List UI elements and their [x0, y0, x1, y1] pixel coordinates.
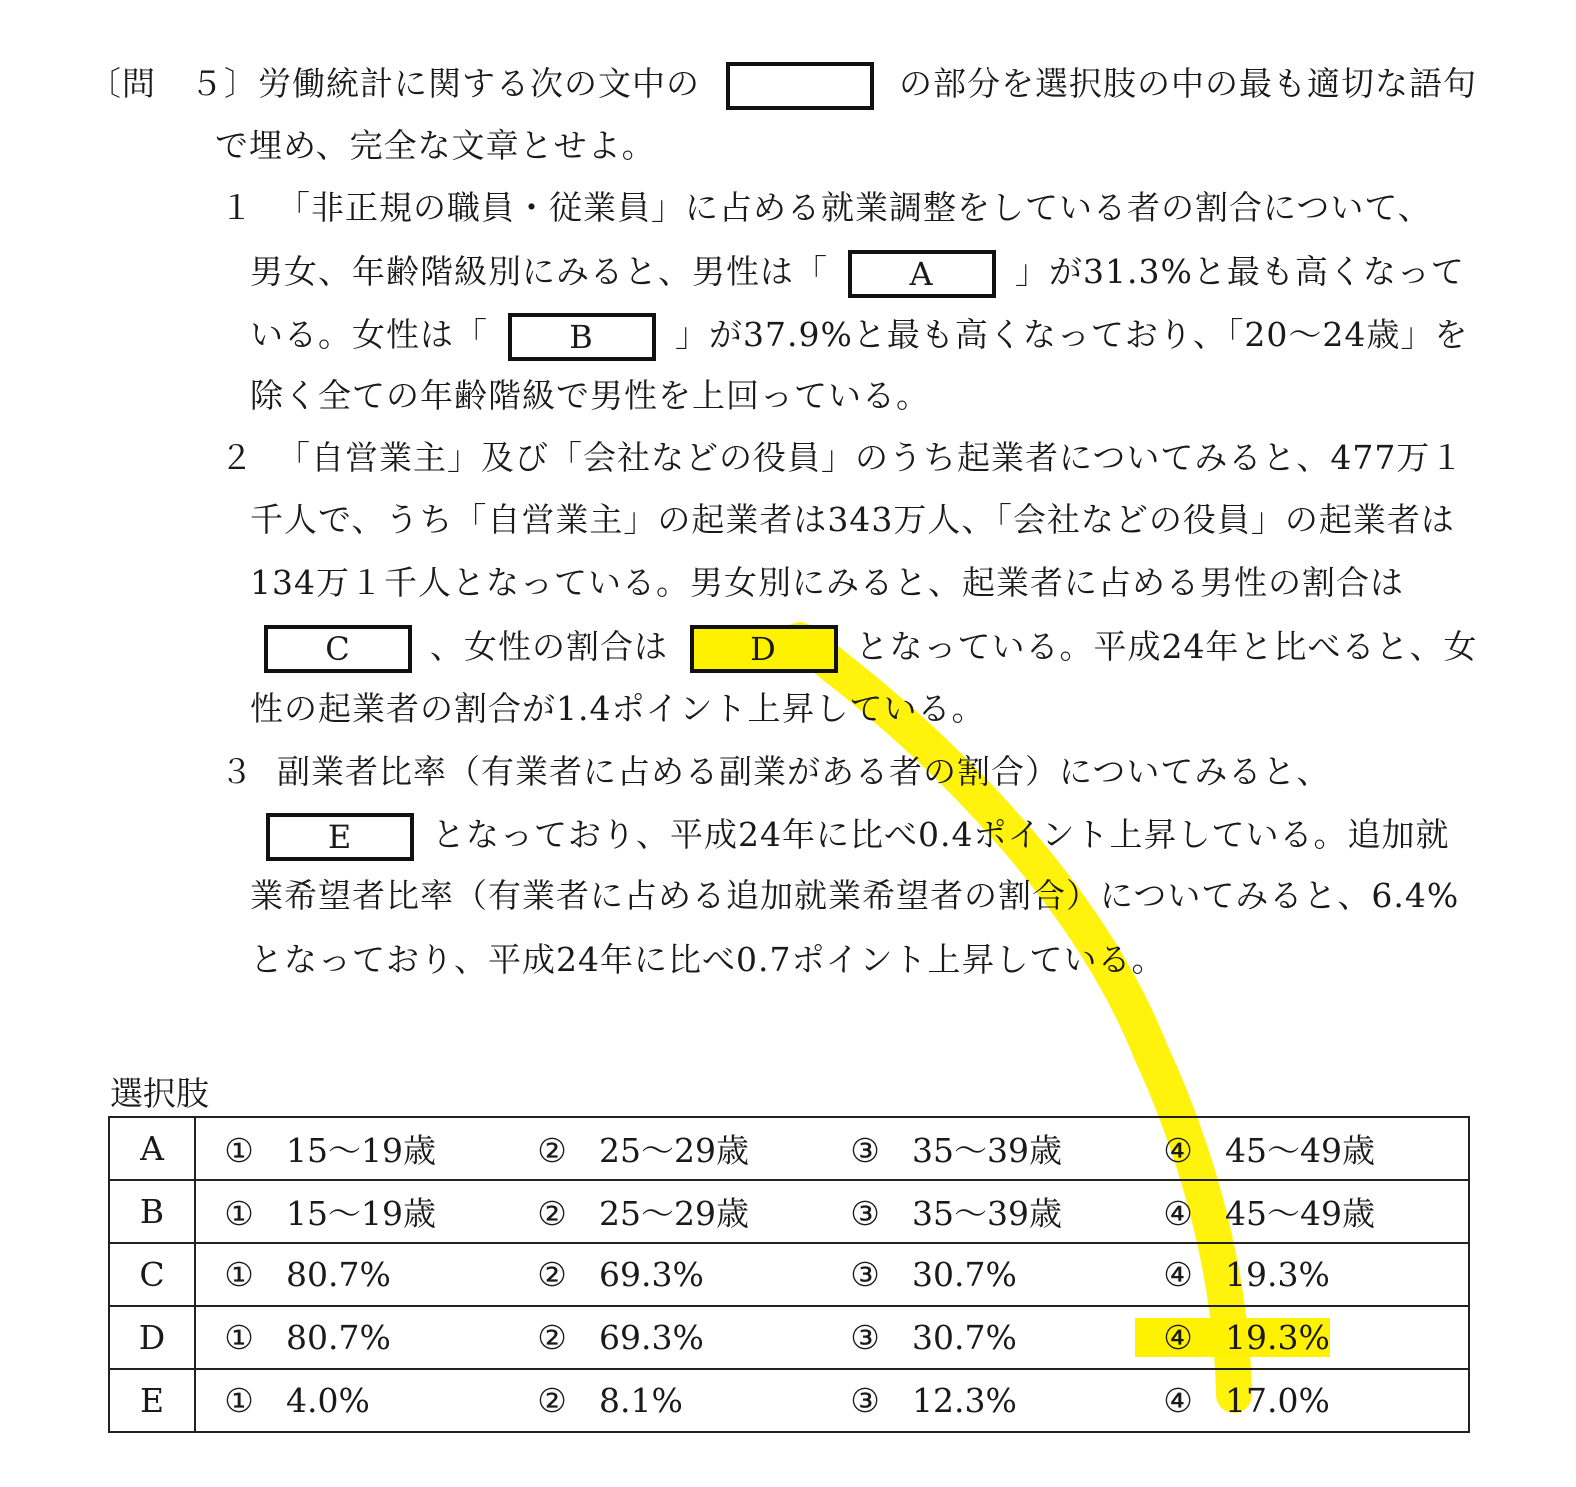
choice-option: [509, 1318, 822, 1357]
choice-option: [822, 1125, 1135, 1172]
option-value: 69.3%: [599, 1255, 704, 1294]
choice-option: [196, 1188, 509, 1235]
item-text: となっている。平成24年と比べると、女: [855, 627, 1478, 666]
option-number: ③: [850, 1318, 880, 1357]
option-number: ①: [224, 1255, 254, 1294]
option-number: ④: [1163, 1318, 1193, 1357]
question-intro-1: 労働統計に関する次の文中の: [258, 64, 700, 103]
option-value: 25～29歳: [599, 1194, 749, 1233]
option-number: ②: [537, 1131, 567, 1170]
choice-option: [509, 1255, 822, 1294]
option-number: ②: [537, 1381, 567, 1420]
item-1-line-1: [220, 188, 1432, 228]
choice-row-d: [109, 1306, 1469, 1369]
choice-options: [195, 1117, 1469, 1180]
question-number: 〔問 ５〕: [88, 64, 258, 103]
option-number: ①: [224, 1131, 254, 1170]
choice-options: [195, 1180, 1469, 1243]
item-1-line-3: [250, 313, 1468, 361]
option-value: 4.0%: [286, 1381, 370, 1420]
option-value: 25～29歳: [599, 1131, 749, 1170]
option-number: ②: [537, 1318, 567, 1357]
item-text: いる。女性は「: [250, 315, 488, 354]
option-number: ①: [224, 1381, 254, 1420]
item-text: 」が31.3%と最も高くなって: [1015, 252, 1465, 291]
choice-option: [822, 1255, 1135, 1294]
choice-option: [196, 1255, 509, 1294]
option-number: ①: [224, 1318, 254, 1357]
blank-example-box: [726, 62, 874, 110]
item-2-line-2: 千人で、うち「自営業主」の起業者は343万人、「会社などの役員」の起業者は: [250, 500, 1455, 539]
item-text: 男女、年齢階級別にみると、男性は「: [250, 252, 828, 291]
item-3-line-2: [266, 813, 1449, 861]
option-value: 8.1%: [599, 1381, 683, 1420]
item-number: ３: [220, 752, 254, 791]
question-intro-2: の部分を選択肢の中の最も適切な語句: [899, 64, 1477, 103]
option-value: 19.3%: [1225, 1255, 1330, 1294]
option-number: ②: [537, 1194, 567, 1233]
choice-option: [509, 1381, 822, 1420]
option-number: ②: [537, 1255, 567, 1294]
option-number: ③: [850, 1194, 880, 1233]
option-value: 69.3%: [599, 1318, 704, 1357]
option-number: ③: [850, 1381, 880, 1420]
choice-row-a: [109, 1117, 1469, 1180]
choice-option: [196, 1125, 509, 1172]
item-1-line-2: [250, 250, 1465, 298]
choice-key: C: [109, 1243, 195, 1306]
item-text: となっており、平成24年に比べ0.4ポイント上昇している。追加就: [432, 815, 1450, 854]
option-value: 45～49歳: [1225, 1131, 1375, 1170]
option-number: ④: [1163, 1381, 1193, 1420]
option-value: 15～19歳: [286, 1131, 436, 1170]
option-value: 35～39歳: [912, 1194, 1062, 1233]
choice-option: [196, 1381, 509, 1420]
item-text: 副業者比率（有業者に占める副業がある者の割合）についてみると、: [276, 752, 1331, 791]
choices-table: [108, 1116, 1470, 1433]
item-text: 「自営業主」及び「会社などの役員」のうち起業者についてみると、477万１: [276, 438, 1465, 477]
item-number: ２: [220, 438, 254, 477]
option-value: 19.3%: [1225, 1318, 1330, 1357]
option-value: 45～49歳: [1225, 1194, 1375, 1233]
option-number: ④: [1163, 1255, 1193, 1294]
item-text: 、女性の割合は: [430, 627, 668, 666]
choice-option: [509, 1188, 822, 1235]
choice-option: [1135, 1381, 1448, 1420]
choice-options: [195, 1369, 1469, 1432]
item-3-line-1: [220, 752, 1330, 792]
item-text: 「非正規の職員・従業員」に占める就業調整をしている者の割合について、: [276, 188, 1432, 227]
choice-option: [1135, 1318, 1448, 1357]
option-number: ④: [1163, 1131, 1193, 1170]
option-value: 35～39歳: [912, 1131, 1062, 1170]
blank-a: A: [848, 250, 996, 298]
choice-key: E: [109, 1369, 195, 1432]
choice-options: [195, 1243, 1469, 1306]
choice-key: D: [109, 1306, 195, 1369]
choices-title: 選択肢: [110, 1074, 209, 1113]
option-value: 80.7%: [286, 1318, 391, 1357]
item-3-line-3: 業希望者比率（有業者に占める追加就業希望者の割合）についてみると、6.4%: [250, 876, 1460, 915]
choice-option: [822, 1188, 1135, 1235]
choice-row-b: [109, 1180, 1469, 1243]
choice-option: [1135, 1125, 1448, 1172]
option-number: ③: [850, 1255, 880, 1294]
choice-row-c: [109, 1243, 1469, 1306]
item-2-line-5: 性の起業者の割合が1.4ポイント上昇している。: [250, 689, 986, 728]
blank-d: D: [690, 625, 838, 673]
choice-option: [196, 1318, 509, 1357]
question-intro-3: で埋め、完全な文章とせよ。: [215, 126, 656, 165]
choice-options: [195, 1306, 1469, 1369]
item-2-line-4: [264, 625, 1478, 673]
option-value: 12.3%: [912, 1381, 1017, 1420]
item-1-line-4: 除く全ての年齢階級で男性を上回っている。: [250, 376, 930, 415]
option-value: 80.7%: [286, 1255, 391, 1294]
item-2-line-1: [220, 438, 1464, 478]
choice-key: B: [109, 1180, 195, 1243]
item-text: 」が37.9%と最も高くなっており、「20～24歳」を: [675, 315, 1469, 354]
choice-option: [822, 1318, 1135, 1357]
option-number: ④: [1163, 1194, 1193, 1233]
choice-key: A: [109, 1117, 195, 1180]
choice-option: [822, 1381, 1135, 1420]
option-number: ①: [224, 1194, 254, 1233]
choice-row-e: [109, 1369, 1469, 1432]
item-3-line-4: となっており、平成24年に比べ0.7ポイント上昇している。: [250, 940, 1166, 979]
blank-c: C: [264, 625, 412, 673]
choice-option: [1135, 1255, 1448, 1294]
blank-b: B: [508, 313, 656, 361]
choice-option: [1135, 1188, 1448, 1235]
item-2-line-3: 134万１千人となっている。男女別にみると、起業者に占める男性の割合は: [250, 563, 1404, 602]
option-value: 17.0%: [1225, 1381, 1330, 1420]
option-value: 15～19歳: [286, 1194, 436, 1233]
option-value: 30.7%: [912, 1255, 1017, 1294]
item-number: １: [220, 188, 254, 227]
question-header: [88, 62, 1477, 110]
option-number: ③: [850, 1131, 880, 1170]
option-value: 30.7%: [912, 1318, 1017, 1357]
choice-option: [509, 1125, 822, 1172]
blank-e: E: [266, 813, 414, 861]
